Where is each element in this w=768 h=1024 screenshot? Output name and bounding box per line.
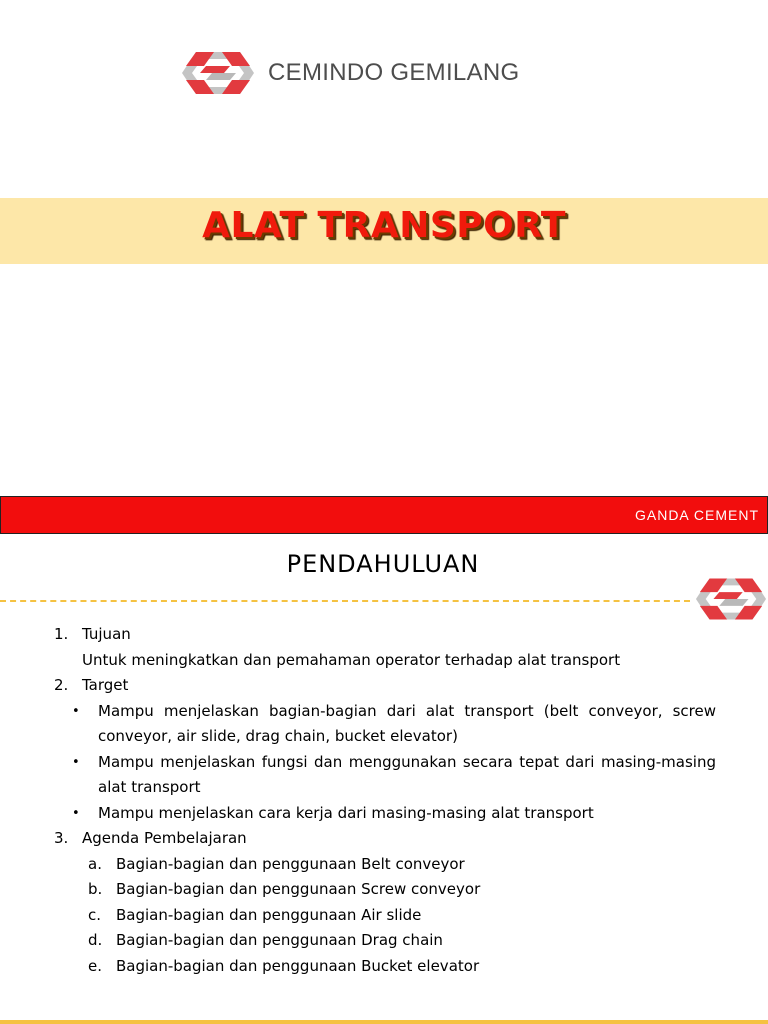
tujuan-text: Untuk meningkatkan dan pemahaman operator terhadap alat transport xyxy=(82,650,621,669)
list-item xyxy=(54,750,716,801)
item-label: Target xyxy=(82,676,129,694)
item-number: 2. xyxy=(54,676,69,694)
item-label: Agenda Pembelajaran xyxy=(82,829,247,847)
list-item xyxy=(54,928,716,954)
brand-header xyxy=(180,50,520,96)
list-item xyxy=(54,801,716,827)
list-item-agenda xyxy=(54,826,716,852)
item-label: Tujuan xyxy=(82,625,131,643)
brand-name: CEMINDO GEMILANG xyxy=(268,59,520,86)
item-letter: d. xyxy=(88,931,103,949)
agenda-text: Bagian-bagian dan penggunaan Screw conveyor xyxy=(116,880,481,898)
bullet-icon: • xyxy=(72,754,80,770)
bottom-strip xyxy=(0,1020,768,1024)
title-slide xyxy=(0,0,768,492)
bullet-icon: • xyxy=(72,703,80,719)
bullet-text: Mampu menjelaskan cara kerja dari masing-masing alat transport xyxy=(98,803,594,822)
content-body xyxy=(54,622,716,979)
slide-title: ALAT TRANSPORT xyxy=(202,205,566,246)
item-letter: b. xyxy=(88,880,103,898)
header-bar xyxy=(0,496,768,534)
item-letter: e. xyxy=(88,956,102,975)
agenda-text: Bagian-bagian dan penggunaan Air slide xyxy=(116,905,422,924)
list-item xyxy=(54,903,716,929)
agenda-text: Bagian-bagian dan penggunaan Drag chain xyxy=(116,931,443,949)
list-item xyxy=(54,954,716,980)
item-number: 1. xyxy=(54,625,69,643)
item-letter: c. xyxy=(88,905,102,924)
brand-logo-icon xyxy=(180,50,256,96)
bullet-icon: • xyxy=(72,805,80,821)
list-item xyxy=(54,877,716,903)
bullet-text: Mampu menjelaskan fungsi dan menggunakan secara tepat dari masing-masing alat transport xyxy=(98,752,716,796)
target-bullets xyxy=(54,699,716,827)
item-letter: a. xyxy=(88,854,102,873)
agenda-text: Bagian-bagian dan penggunaan Bucket elevator xyxy=(116,956,480,975)
item-number: 3. xyxy=(54,829,69,847)
dashed-divider xyxy=(0,600,690,602)
agenda-list xyxy=(54,852,716,980)
list-item-target xyxy=(54,673,716,699)
bullet-text: Mampu menjelaskan bagian-bagian dari alat transport (belt conveyor, screw conveyor, air slide, drag chain, bucket elevator) xyxy=(98,701,716,745)
corp-name: GANDA CEMENT xyxy=(634,507,759,523)
list-item-tujuan xyxy=(54,622,716,648)
list-item xyxy=(54,852,716,878)
section-title: PENDAHULUAN xyxy=(286,550,480,578)
brand-logo-icon xyxy=(694,576,768,622)
list-item xyxy=(54,699,716,750)
agenda-text: Bagian-bagian dan penggunaan Belt conveyor xyxy=(116,854,465,873)
intro-slide xyxy=(0,492,768,1024)
